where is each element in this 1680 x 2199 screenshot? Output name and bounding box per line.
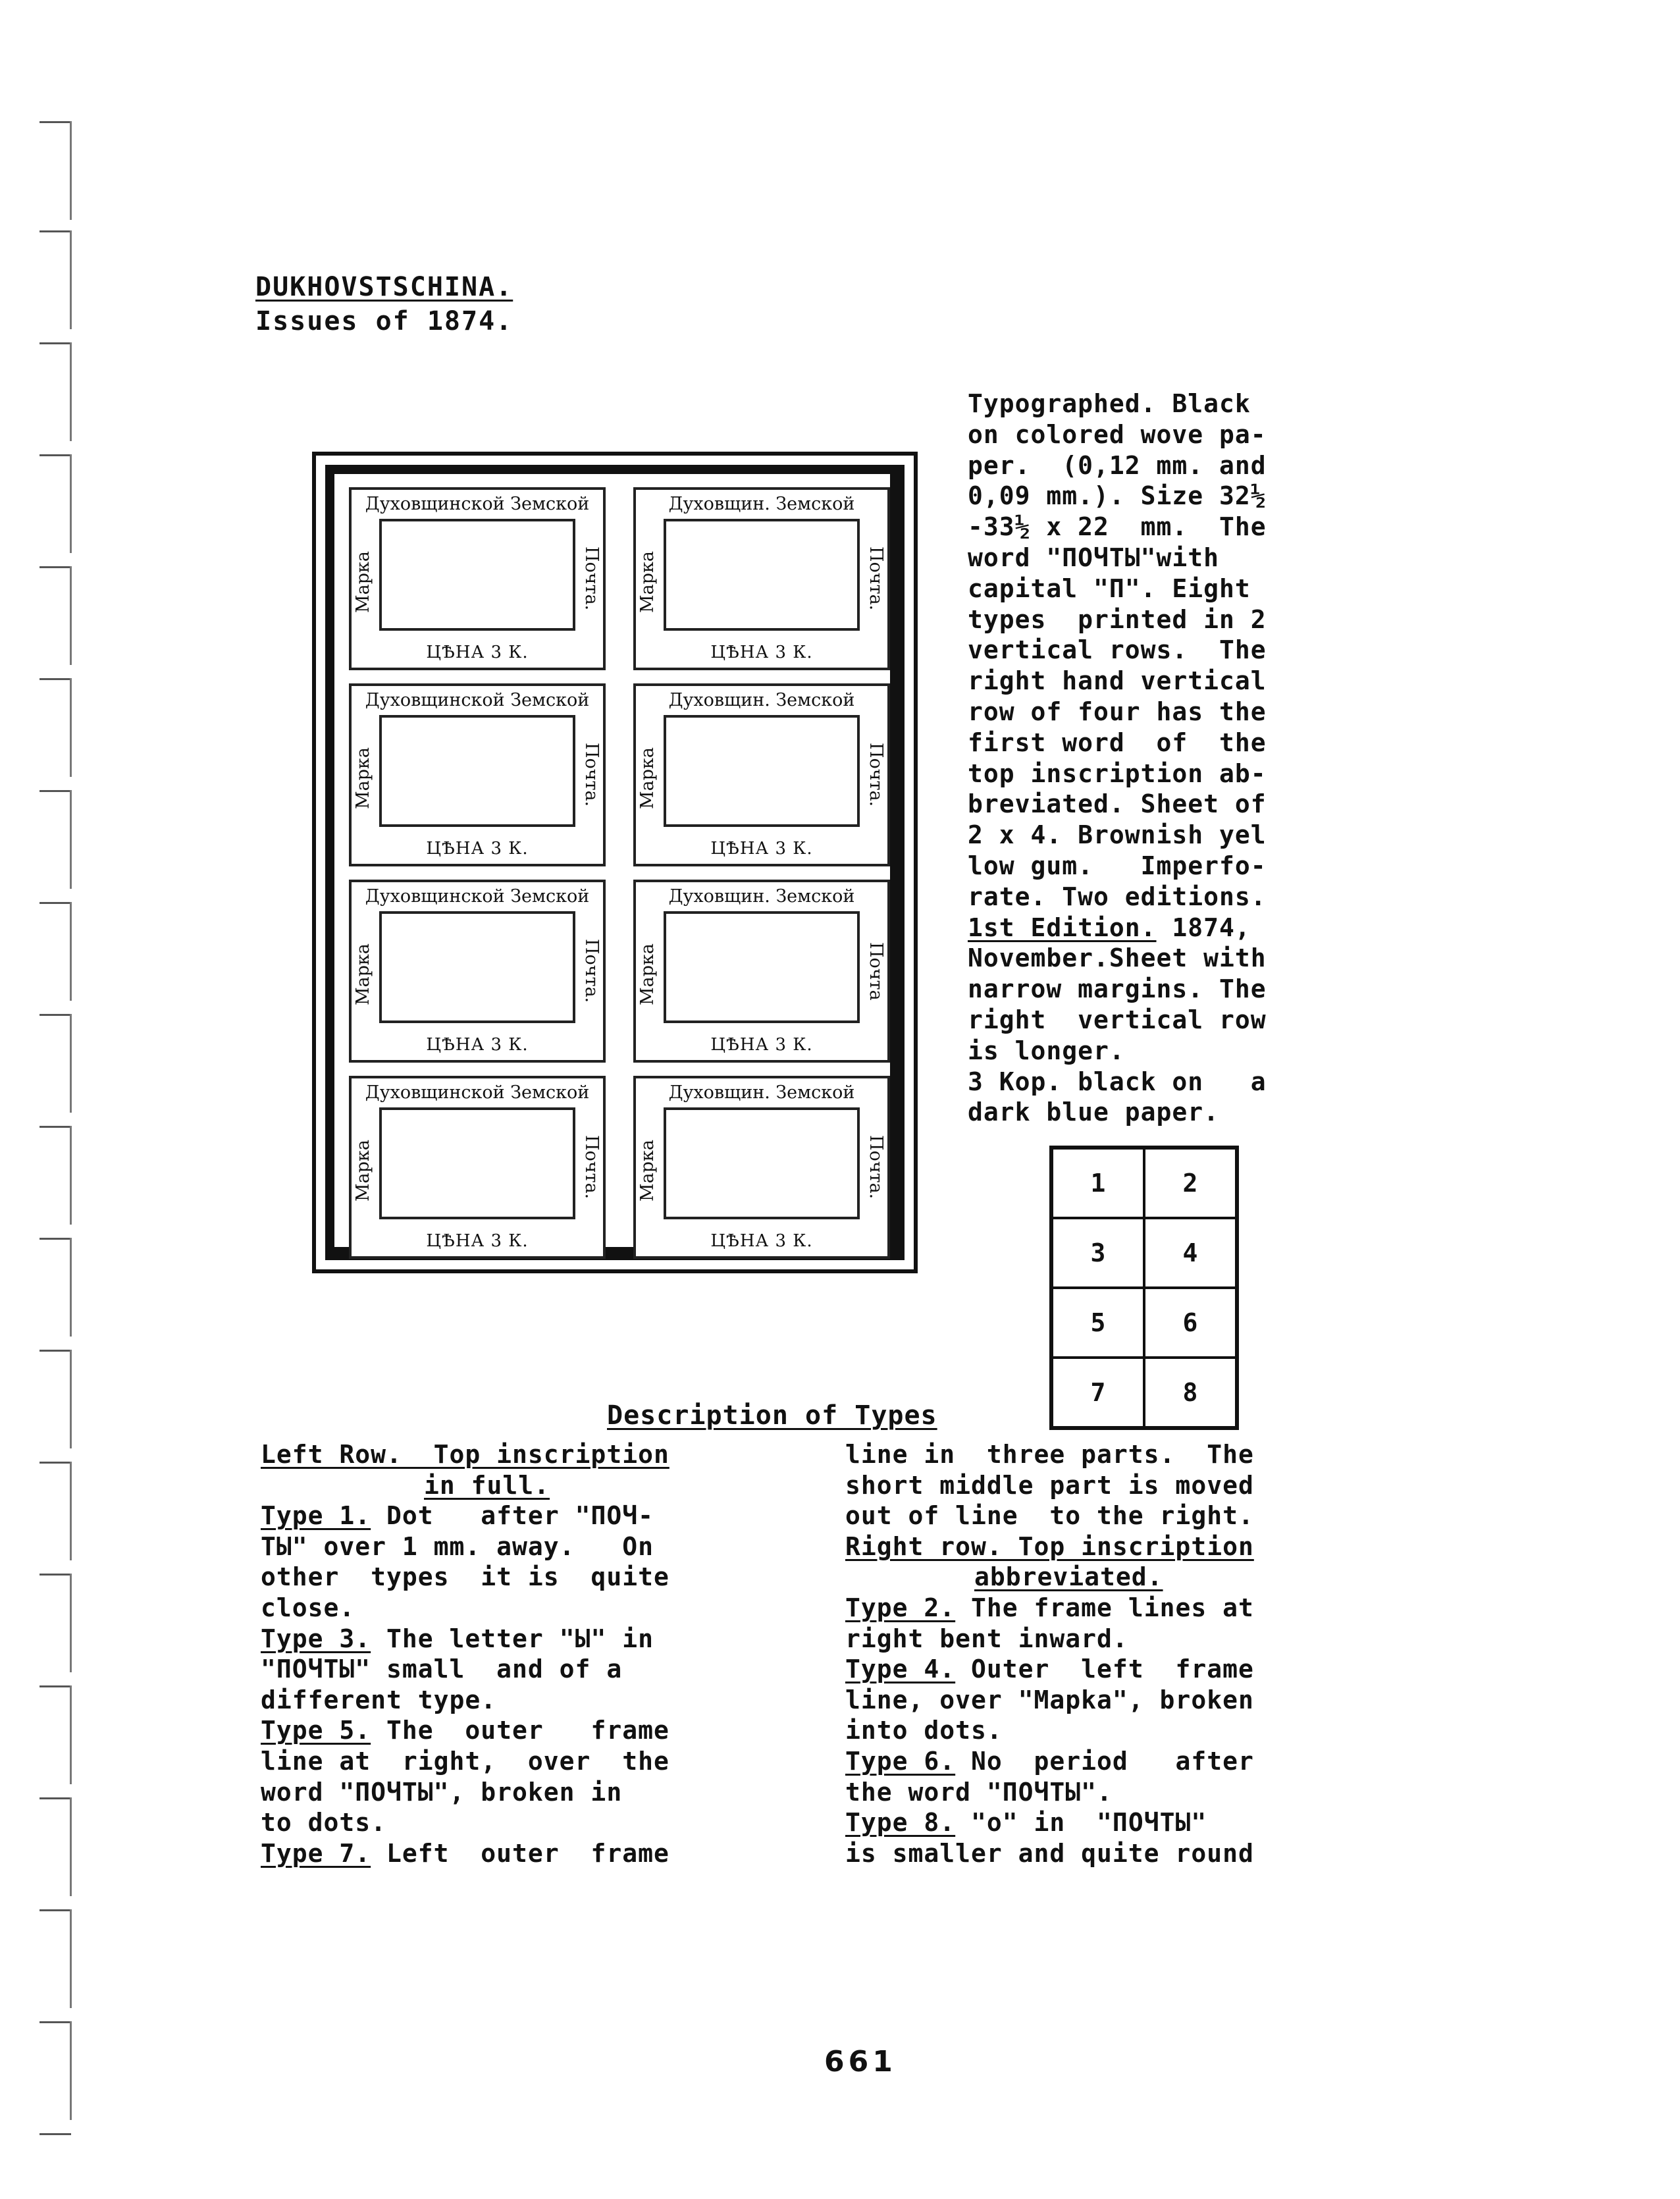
desc-line: -33½ x 22 mm. The	[968, 512, 1267, 542]
type-text: Outer left frame	[955, 1655, 1254, 1684]
page-heading	[255, 270, 513, 338]
type-text: line at right, over the	[261, 1746, 669, 1776]
stamp-value: ЦѢНА 3 К.	[710, 839, 813, 859]
grid-cell: 6	[1144, 1288, 1236, 1358]
stamp-right-inscription: Почта.	[581, 743, 602, 807]
type-text: into dots.	[845, 1716, 1003, 1745]
type-label: Type 7.	[261, 1838, 371, 1868]
heading-title: DUKHOVSTSCHINA.	[255, 272, 513, 302]
type-text: line in three parts. The	[845, 1440, 1254, 1469]
desc-line: types printed in 2	[968, 604, 1267, 634]
stamp-value: ЦѢНА 3 К.	[710, 1231, 813, 1251]
desc-line: capital "П". Eight	[968, 573, 1251, 603]
stamp-top-inscription: Духовщин. Земской	[668, 1082, 855, 1103]
stamp-top-inscription: Духовщинской Земской	[365, 1082, 590, 1103]
desc-line: Typographed. Black	[968, 389, 1251, 418]
type-label: Type 2.	[845, 1593, 956, 1622]
stamp-8	[633, 1076, 890, 1259]
stamp-right-inscription: Почта.	[581, 546, 602, 611]
stamp-top-inscription: Духовщин. Земской	[668, 886, 855, 907]
stamp-window	[664, 715, 860, 827]
stamp-left-inscription: Марка	[353, 747, 373, 809]
desc-line: on colored wove pa-	[968, 419, 1267, 449]
type-7	[261, 1838, 669, 1869]
type-text: No period after	[955, 1746, 1254, 1776]
type-text: word "ПОЧТЫ", broken in	[261, 1777, 623, 1807]
stamp-right-inscription: Почта.	[866, 743, 886, 807]
left-row-heading-cont: in full.	[424, 1470, 550, 1500]
desc-line: first word of the	[968, 728, 1267, 757]
desc-line: November.Sheet with	[968, 943, 1267, 973]
type-text: ТЫ" over 1 mm. away. On	[261, 1531, 654, 1561]
stamp-left-inscription: Марка	[637, 747, 658, 809]
types-right-column	[845, 1439, 1254, 1868]
desc-line: row of four has the	[968, 697, 1267, 726]
first-edition-label: 1st Edition.	[968, 913, 1157, 942]
stamp-top-inscription: Духовщинской Земской	[365, 690, 590, 710]
type-text: The frame lines at	[955, 1593, 1254, 1622]
right-row-heading-cont: abbreviated.	[974, 1562, 1163, 1592]
type-text: is smaller and quite round	[845, 1838, 1254, 1868]
stamp-left-inscription: Марка	[353, 943, 373, 1005]
stamp-left-inscription: Марка	[353, 551, 373, 613]
type-4	[845, 1654, 1254, 1685]
grid-cell: 8	[1144, 1358, 1236, 1427]
type-label: Type 3.	[261, 1624, 371, 1653]
desc-line-edition	[968, 913, 1317, 943]
type-label: Type 4.	[845, 1655, 956, 1684]
grid-cell: 7	[1052, 1358, 1144, 1427]
stamp-2	[633, 487, 890, 670]
stamp-value: ЦѢНА 3 К.	[426, 643, 529, 662]
type-position-grid	[1049, 1146, 1239, 1430]
grid-cell: 3	[1052, 1218, 1144, 1288]
first-edition-year: 1874,	[1156, 913, 1251, 942]
page-number: 661	[824, 2045, 897, 2079]
stamp-right-inscription: Почта.	[866, 1135, 886, 1200]
type-label: Type 5.	[261, 1716, 371, 1745]
stamp-right-inscription: Почта.	[866, 546, 886, 611]
type-2	[845, 1593, 1254, 1624]
stamp-5	[349, 880, 606, 1063]
grid-cell: 5	[1052, 1288, 1144, 1358]
types-title: Description of Types	[607, 1400, 937, 1431]
type-text: other types it is quite	[261, 1562, 669, 1592]
type-5	[261, 1715, 669, 1746]
desc-line: dark blue paper.	[968, 1098, 1220, 1127]
stamp-value: ЦѢНА 3 К.	[426, 1231, 529, 1251]
type-text: Dot after "ПОЧ-	[371, 1501, 654, 1531]
stamp-window	[379, 519, 575, 631]
type-text: The outer frame	[371, 1716, 669, 1745]
stamp-top-inscription: Духовщинской Земской	[365, 494, 590, 514]
issue-description	[968, 388, 1317, 1128]
desc-line: right hand vertical	[968, 666, 1267, 696]
stamp-right-inscription: Почта	[866, 941, 886, 1001]
type-text: Left outer frame	[371, 1838, 669, 1868]
stamp-window	[379, 715, 575, 827]
stamp-value: ЦѢНА 3 К.	[710, 643, 813, 662]
grid-cell: 4	[1144, 1218, 1236, 1288]
stamp-left-inscription: Марка	[637, 943, 658, 1005]
type-1	[261, 1500, 669, 1531]
desc-line: right vertical row	[968, 1005, 1267, 1034]
stamp-left-inscription: Марка	[353, 1140, 373, 1202]
type-text: out of line to the right.	[845, 1501, 1254, 1531]
right-row-heading: Right row. Top inscription	[845, 1531, 1254, 1561]
desc-line: low gum. Imperfo-	[968, 851, 1267, 880]
stamp-value: ЦѢНА 3 К.	[426, 1035, 529, 1055]
stamp-value: ЦѢНА 3 К.	[710, 1035, 813, 1055]
desc-line: top inscription ab-	[968, 758, 1267, 788]
stamp-6	[633, 880, 890, 1063]
types-left-column	[261, 1439, 669, 1868]
stamp-sheet-illustration	[312, 452, 918, 1273]
desc-line: 2 x 4. Brownish yel	[968, 820, 1267, 850]
stamp-left-inscription: Марка	[637, 1140, 658, 1202]
desc-line: word "ПОЧТЫ"with	[968, 543, 1220, 572]
stamp-left-inscription: Марка	[637, 551, 658, 613]
stamp-top-inscription: Духовщин. Земской	[668, 494, 855, 514]
type-text: different type.	[261, 1685, 497, 1714]
stamp-window	[379, 1107, 575, 1219]
stamp-right-inscription: Почта.	[581, 939, 602, 1003]
stamp-window	[664, 911, 860, 1023]
type-6	[845, 1746, 1254, 1777]
type-text: short middle part is moved	[845, 1470, 1254, 1500]
type-8	[845, 1807, 1254, 1838]
desc-line: per. (0,12 mm. and	[968, 450, 1267, 480]
desc-line: rate. Two editions.	[968, 882, 1267, 911]
stamp-7	[349, 1076, 606, 1259]
type-text: right bent inward.	[845, 1624, 1128, 1653]
type-text: "o" in "ПОЧТЫ"	[955, 1808, 1207, 1838]
type-text: line, over "Mapka", broken	[845, 1685, 1254, 1714]
type-label: Type 8.	[845, 1808, 956, 1838]
stamp-right-inscription: Почта.	[581, 1135, 602, 1200]
desc-line: breviated. Sheet of	[968, 789, 1267, 819]
heading-subtitle: Issues of 1874.	[255, 306, 513, 336]
type-text: the word "ПОЧТЫ".	[845, 1777, 1113, 1807]
stamp-window	[664, 1107, 860, 1219]
stamp-3	[349, 683, 606, 866]
grid-cell: 1	[1052, 1148, 1144, 1218]
type-3	[261, 1624, 669, 1655]
type-label: Type 6.	[845, 1746, 956, 1776]
stamp-top-inscription: Духовщин. Земской	[668, 690, 855, 710]
left-row-heading: Left Row. Top inscription	[261, 1440, 669, 1469]
stamp-window	[379, 911, 575, 1023]
type-text: "ПОЧТЫ" small and of a	[261, 1655, 623, 1684]
desc-line: 0,09 mm.). Size 32½	[968, 481, 1267, 511]
desc-line: is longer.	[968, 1036, 1125, 1065]
type-text: close.	[261, 1593, 355, 1622]
binding-margin	[39, 0, 72, 2199]
grid-cell: 2	[1144, 1148, 1236, 1218]
desc-line: 3 Kop. black on a	[968, 1067, 1267, 1096]
stamp-window	[664, 519, 860, 631]
stamp-4	[633, 683, 890, 866]
desc-line: narrow margins. The	[968, 974, 1267, 1004]
type-label: Type 1.	[261, 1501, 371, 1531]
type-text: The letter "Ы" in	[371, 1624, 654, 1653]
type-text: to dots.	[261, 1808, 387, 1838]
stamp-1	[349, 487, 606, 670]
stamp-value: ЦѢНА 3 К.	[426, 839, 529, 859]
desc-line: vertical rows. The	[968, 635, 1267, 665]
stamp-top-inscription: Духовщинской Земской	[365, 886, 590, 907]
